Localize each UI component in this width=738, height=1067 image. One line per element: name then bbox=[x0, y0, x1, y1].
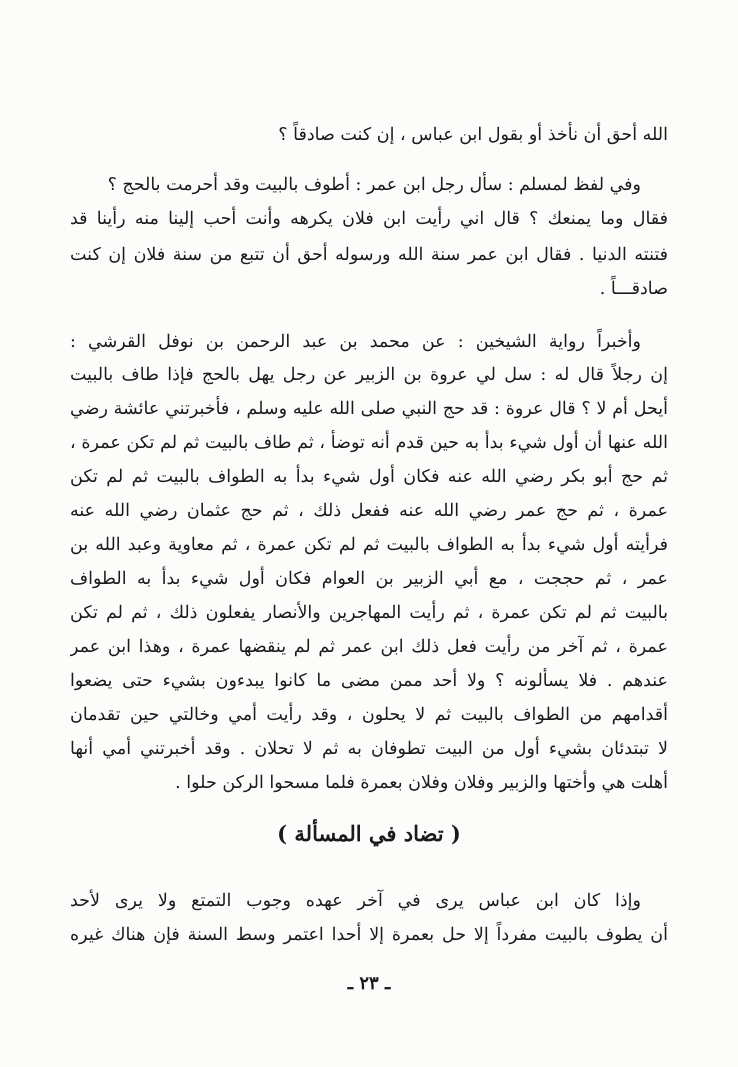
text-line: فقال وما يمنعك ؟ قال اني رأيت ابن فلان يكرهه وأنت أحب إلينا منه رأينا قد bbox=[70, 209, 668, 229]
text-line: أن يطوف بالبيت مفرداً إلا حل بعمرة إلا أحدا اعتمر وسط السنة فإن هناك غيره bbox=[70, 925, 668, 945]
text-line: عندهم . فلا يسألونه ؟ ولا أحد ممن مضى ما كانوا يبدءون بشيء حتى يضعوا bbox=[70, 671, 668, 691]
text-line: صادقـــاً . bbox=[599, 279, 668, 299]
text-line: فرأيته أول شيء بدأ به الطواف بالبيت ثم لم تكن عمرة ، ثم معاوية وعبد الله بن bbox=[70, 535, 668, 555]
text-line: وأخبراً رواية الشيخين : عن محمد بن عبد الرحمن بن نوفل القرشي : bbox=[70, 332, 641, 352]
text-line: الله أحق أن نأخذ أو بقول ابن عباس ، إن كنت صادقاً ؟ bbox=[278, 125, 668, 145]
text-line: أقدامهم من الطواف بالبيت ثم لا يحلون ، وقد رأيت أمي وخالتي حين تقدمان bbox=[70, 705, 668, 725]
text-line: وفي لفظ لمسلم : سأل رجل ابن عمر : أطوف بالبيت وقد أحرمت بالحج ؟ bbox=[107, 175, 641, 195]
text-line: عمرة ، ثم حج عمر رضي الله عنه ففعل ذلك ، ثم حج عثمان رضي الله عنه bbox=[70, 501, 668, 521]
text-line: فتنته الدنيا . فقال ابن عمر سنة الله ورسوله أحق أن تتبع من سنة فلان إن كنت bbox=[70, 245, 668, 265]
page-number: ـ ٢٣ ـ bbox=[347, 973, 391, 994]
text-line: أهلت هي وأختها والزبير وفلان وفلان بعمرة فلما مسحوا الركن حلوا . bbox=[175, 773, 668, 793]
text-line: إن رجلاً قال له : سل لي عروة بن الزبير عن رجل يهل بالحج فإذا طاف بالبيت bbox=[70, 365, 668, 385]
text-line: ثم حج أبو بكر رضي الله عنه فكان أول شيء بدأ به الطواف بالبيت ثم لم تكن bbox=[70, 467, 668, 487]
text-line: عمر ، ثم حججت ، مع أبي الزبير بن العوام فكان أول شيء بدأ به الطواف bbox=[70, 569, 668, 589]
text-line: وإذا كان ابن عباس يرى في آخر عهده وجوب التمتع ولا يرى لأحد bbox=[70, 891, 641, 911]
text-line: بالبيت ثم لم تكن عمرة ، ثم رأيت المهاجرين والأنصار يفعلون ذلك ، ثم لم تكن bbox=[70, 603, 668, 623]
text-line: عمرة ، ثم آخر من رأيت فعل ذلك ابن عمر ثم لم ينقضها عمرة ، وهذا ابن عمر bbox=[70, 637, 668, 657]
section-heading: ( تضاد في المسألة ) bbox=[277, 821, 461, 846]
text-line: أيحل أم لا ؟ قال عروة : قد حج النبي صلى الله عليه وسلم ، فأخبرتني عائشة رضي bbox=[70, 399, 668, 419]
text-line: لا تبتدئان بشيء أول من البيت تطوفان به ثم لا تحلان . وقد أخبرتني أمي أنها bbox=[70, 739, 668, 759]
text-line: الله عنها أن أول شيء بدأ به حين قدم أنه توضأ ، ثم طاف بالبيت ثم لم تكن عمرة ، bbox=[70, 433, 668, 453]
